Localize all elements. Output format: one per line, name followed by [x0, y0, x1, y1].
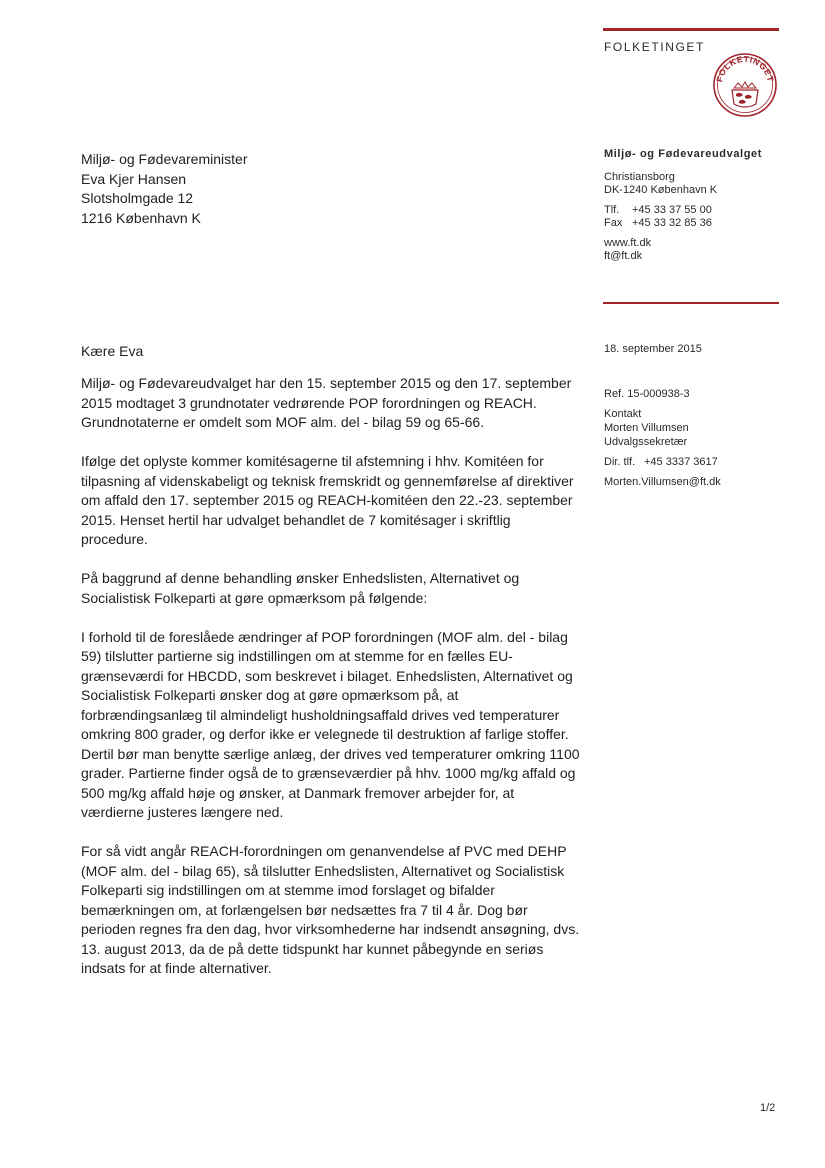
body-paragraph: Ifølge det oplyste kommer komitésagerne til afstemning i hhv. Komitéen for tilpasning af videnskabeligt og teknisk fremskridt og gennemførelse af direktiver om affald den 17. september 2015 og REACH-komitéen den 22.-23. september 2015. Henset hertil har udvalget behandlet de 7 komitésager i skriftlig procedure. — [81, 453, 574, 547]
sender-org: Miljø- og Fødevareudvalget — [604, 148, 763, 160]
brand-name: FOLKETINGET — [604, 40, 705, 54]
sender-block — [604, 148, 762, 263]
seal-text: FOLKETINGET — [714, 53, 776, 83]
direct-phone — [604, 455, 721, 469]
sidebar-rule — [603, 302, 779, 304]
letter-body — [81, 374, 581, 998]
recipient-line: Miljø- og Fødevareminister — [81, 151, 248, 167]
sender-address2: DK-1240 København K — [604, 184, 718, 196]
body-paragraph: For så vidt angår REACH-forordningen om genanvendelse af PVC med DEHP (MOF alm. del - bilag 65), så tilslutter Enhedslisten, Alternativet og Socialistisk Folkeparti sig indstillingen om at stemme imod forslaget og bifalder bemærkningen om, at forlængelsen bør nedsættes fra 7 til 4 år. Dog bør perioden regnes fra den dag, hvor virksomhederne har indsendt ansøgning, dvs. 13. august 2013, da de på dette tidspunkt har kunnet påbegynde en seriøs indsats for at finde alternativer. — [81, 843, 580, 976]
sender-address1: Christiansborg — [604, 171, 675, 183]
fax-value: +45 33 32 85 36 — [632, 217, 712, 229]
phone-value: +45 33 37 55 00 — [632, 204, 712, 216]
reference-number: Ref. 15-000938-3 — [604, 388, 690, 400]
salutation: Kære Eva — [81, 343, 144, 359]
sender-email-link[interactable]: ft@ft.dk — [604, 250, 643, 262]
reference-block — [604, 387, 721, 489]
contact-label: Kontakt — [604, 408, 642, 420]
folketinget-seal-icon — [712, 52, 778, 118]
contact-title: Udvalgssekretær — [604, 436, 688, 448]
sender-fax — [604, 217, 762, 230]
direct-phone-label: Dir. tlf. — [604, 456, 636, 468]
body-paragraph: Miljø- og Fødevareudvalget har den 15. september 2015 og den 17. september 2015 modtaget 3 grundnotater vedrørende POP forordningen og REACH. Grundnotaterne er omdelt som MOF alm. del - bilag 59 og 65-66. — [81, 375, 572, 430]
recipient-address — [81, 150, 247, 228]
contact-email-link[interactable]: Morten.Villumsen@ft.dk — [604, 476, 721, 488]
sender-phone — [604, 204, 762, 217]
phone-label: Tlf. — [604, 204, 620, 216]
body-paragraph: I forhold til de foreslåede ændringer af POP forordningen (MOF alm. del - bilag 59) tilslutter partierne sig indstillingen om at stemme for en fælles EU-grænseværdi for HBCDD, som beskrevet i bilaget. Enhedslisten, Alternativet og Socialistisk Folkeparti ønsker dog at gøre opmærksom på, at forbrændingsanlæg til almindeligt husholdningsaffald drives ved temperaturer omkring 800 grader, og derfor ikke er velegnede til destruktion af farlige stoffer. Dertil bør man benytte særlige anlæg, der drives ved temperaturer omkring 1100 grader. Partierne finder også de to grænseværdier på hhv. 1000 mg/kg affald og 500 mg/kg affald høje og ønsker, at Danmark fremover arbejder for, at værdierne justeres længere ned. — [81, 628, 580, 820]
recipient-line: 1216 København K — [81, 209, 201, 226]
direct-phone-value: +45 3337 3617 — [644, 456, 718, 468]
contact-name: Morten Villumsen — [604, 422, 689, 434]
page-number: 1/2 — [760, 1102, 776, 1114]
letter-date: 18. september 2015 — [604, 343, 702, 355]
recipient-line: Slotsholmgade 12 — [81, 190, 194, 206]
recipient-line: Eva Kjer Hansen — [81, 170, 187, 187]
fax-label: Fax — [604, 217, 623, 229]
sender-web-link[interactable]: www.ft.dk — [604, 237, 652, 249]
body-paragraph: På baggrund af denne behandling ønsker Enhedslisten, Alternativet og Socialistisk Folkeparti at gøre opmærksom på følgende: — [81, 570, 520, 606]
header-rule — [603, 28, 779, 31]
